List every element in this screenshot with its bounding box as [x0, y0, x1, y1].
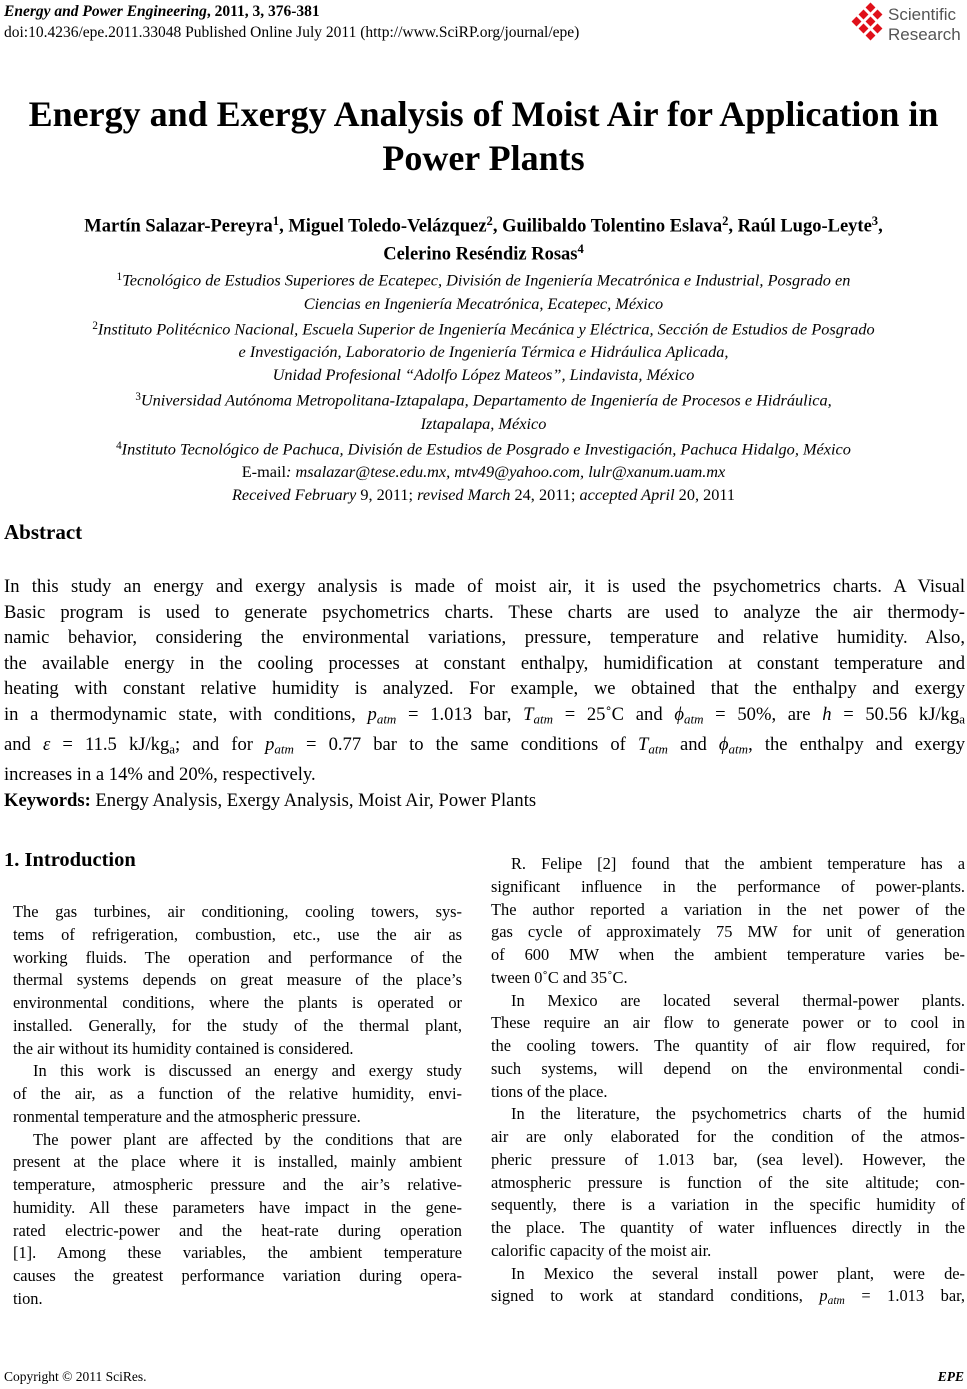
text-line: [491, 921, 965, 944]
scientific-research-logo: [848, 2, 966, 44]
text-line: [4, 625, 965, 651]
line-text: present at the place where it is installed, mainly ambient: [13, 1152, 462, 1172]
abstract-body: [4, 574, 965, 787]
text-segment: : msalazar@tese.edu.mx, mtv49@yahoo.com, lulr@xanum.uam.mx: [286, 462, 726, 482]
affiliations: [0, 266, 967, 506]
text-line: [13, 1060, 462, 1083]
line-text: of the air, as a function of the relative humidity, envi-: [13, 1084, 462, 1103]
text-line: [13, 1038, 462, 1061]
text-segment: 3: [135, 391, 141, 404]
text-segment: p: [819, 1286, 828, 1306]
text-segment: 2: [92, 319, 98, 332]
journal-issue: , 2011, 3, 376-381: [206, 3, 320, 20]
text-segment: T: [637, 733, 649, 755]
line-text: significant influence in the performance of power-plants.: [491, 876, 965, 896]
text-line: [13, 1151, 462, 1174]
text-segment: , Guilibaldo Tolentino Eslava: [492, 216, 723, 237]
keywords-text: Energy Analysis, Exergy Analysis, Moist Air, Power Plants: [90, 790, 537, 811]
text-line: [491, 967, 965, 990]
line-text: tions of the place.: [491, 1081, 608, 1101]
logo-text-2: Research: [888, 25, 961, 44]
text-segment: = 50.56 kJ/kg: [831, 703, 960, 725]
text-line: [491, 853, 965, 876]
text-segment: ; and for: [175, 733, 266, 755]
text-segment: e Investigación, Laboratorio de Ingeniería Térmica e Hidráulica Aplicada,: [238, 342, 729, 362]
text-line: [491, 899, 965, 922]
line-text: The gas turbines, air conditioning, cooling towers, sys-: [13, 902, 462, 921]
text-segment: 2: [722, 214, 729, 228]
line-text: pheric pressure of 1.013 bar, (sea level). However, the: [491, 1149, 965, 1169]
text-segment: Unidad Profesional “Adolfo López Mateos”, Lindavista, México: [272, 365, 695, 385]
line-text: the air without its humidity contained is considered.: [13, 1038, 354, 1058]
text-segment: atm: [376, 711, 397, 727]
logo-diamonds-icon: [848, 2, 966, 44]
text-segment: ϕ: [674, 703, 684, 725]
text-segment: = 11.5 kJ/kg: [50, 733, 170, 755]
text-segment: ϕ: [718, 733, 729, 755]
text-segment: = 50%, are: [703, 703, 823, 725]
text-line: [0, 210, 967, 238]
text-segment: p: [367, 703, 377, 725]
text-line: [0, 266, 967, 292]
text-line: [13, 1197, 462, 1220]
text-line: [491, 1217, 965, 1240]
text-segment: in a thermodynamic state, with conditions,: [4, 703, 368, 725]
text-line: [13, 969, 462, 992]
keywords: [4, 790, 536, 812]
line-text: The author reported a variation in the net power of the: [491, 899, 965, 919]
text-segment: = 1.013 bar,: [844, 1286, 965, 1306]
text-segment: E-mail: [241, 462, 287, 482]
text-line: [13, 1129, 462, 1152]
text-segment: 1: [116, 271, 123, 283]
text-segment: , the enthalpy and exergy: [748, 733, 965, 755]
text-segment: namic behavior, considering the environmental variations, pressure, temperature and relative humidity. Also,: [4, 627, 965, 649]
keywords-label: Keywords:: [4, 790, 91, 811]
line-text: the place. The quantity of water influences directly in the: [491, 1218, 965, 1237]
text-segment: atm: [533, 711, 553, 727]
text-line: [0, 363, 967, 386]
line-text: such systems, will depend on the environmental condi-: [491, 1058, 965, 1078]
text-line: [13, 1220, 462, 1243]
text-segment: p: [265, 733, 275, 755]
line-text: ronmental temperature and the atmospheric pressure.: [13, 1106, 361, 1126]
line-text: signed to work at standard conditions,: [491, 1286, 820, 1306]
text-segment: 1: [272, 214, 280, 228]
line-text: temperature, atmospheric pressure and the air’s relative-: [13, 1175, 462, 1194]
text-line: [0, 483, 967, 506]
line-text: atmospheric pressure is function of the site altitude; con-: [491, 1172, 965, 1192]
text-line: [491, 1240, 965, 1263]
journal-header: [4, 3, 320, 21]
text-segment: and: [667, 733, 719, 755]
text-segment: revised March: [417, 485, 515, 505]
line-text: thermal systems depends on great measure of the place’s: [13, 970, 462, 990]
line-text: In Mexico the several install power plant, were de-: [511, 1263, 965, 1283]
text-line: [0, 460, 967, 483]
text-line: [4, 732, 965, 762]
text-segment: , Miguel Toledo-Velázquez: [279, 216, 487, 237]
text-line: [13, 1015, 462, 1038]
text-segment: T: [523, 703, 534, 725]
text-line: [491, 1058, 965, 1081]
line-text: These require an air flow to generate power or to cool in: [491, 1013, 965, 1033]
line-text: humidity. All these parameters have impact in the gene-: [13, 1197, 462, 1217]
text-segment: atm: [728, 741, 749, 757]
line-text: In Mexico are located several thermal-power plants.: [511, 990, 965, 1010]
text-segment: atm: [648, 741, 668, 757]
text-line: [13, 992, 462, 1015]
text-segment: atm: [274, 741, 294, 757]
text-line: [491, 1126, 965, 1149]
text-line: [4, 762, 965, 788]
text-segment: Universidad Autónoma Metropolitana-Iztapalapa, Departamento de Ingeniería de Procesos e Hidráulica,: [140, 390, 832, 410]
text-segment: = 1.013 bar,: [396, 703, 524, 725]
line-text: In the literature, the psychometrics charts of the humid: [511, 1104, 965, 1124]
text-line: [0, 386, 967, 412]
text-segment: accepted April: [579, 485, 679, 505]
line-text: The power plant are affected by the conditions that are: [33, 1129, 462, 1149]
paper-title: [0, 92, 967, 180]
text-segment: 4: [577, 242, 584, 257]
title-line: Energy and Exergy Analysis of Moist Air for Application in: [28, 94, 939, 134]
text-segment: Martín Salazar-Pereyra: [84, 216, 273, 237]
line-text: tion.: [13, 1288, 43, 1308]
text-line: [0, 292, 967, 315]
text-line: [0, 340, 967, 363]
text-line: [4, 702, 965, 732]
text-line: [491, 990, 965, 1013]
right-column: [491, 853, 965, 1313]
text-segment: Iztapalapa, México: [420, 413, 547, 433]
logo-text-1: Scientific: [888, 5, 957, 24]
text-line: [491, 1172, 965, 1195]
text-line: [13, 901, 462, 924]
text-segment: increases in a 14% and 20%, respectively.: [4, 763, 316, 785]
text-segment: Celerino Reséndiz Rosas: [383, 244, 578, 265]
text-segment: heating with constant relative humidity is analyzed. For example, we obtained that the enthalpy and exergy: [4, 678, 965, 700]
line-text: rated electric-power and the heat-rate during operation: [13, 1220, 462, 1240]
text-segment: = 0.77 bar to the same conditions of: [293, 733, 638, 755]
line-text: tween 0˚C and 35˚C.: [491, 967, 628, 987]
text-line: [4, 651, 965, 677]
text-segment: the available energy in the cooling processes at constant enthalpy, humidification at constant temperature and: [4, 652, 965, 674]
text-line: [491, 944, 965, 967]
line-text: In this work is discussed an energy and exergy study: [33, 1061, 462, 1081]
text-line: [13, 1265, 462, 1288]
text-line: [491, 1081, 965, 1104]
text-segment: , Raúl Lugo-Leyte: [728, 216, 872, 237]
line-text: gas cycle of approximately 75 MW for unit of generation: [491, 922, 965, 942]
text-line: [491, 1285, 965, 1313]
text-line: [491, 1194, 965, 1217]
text-segment: Instituto Tecnológico de Pachuca, División de Estudios de Posgrado e Investigación, Pachuca Hidalgo, México: [121, 439, 851, 459]
line-text: [1]. Among these variables, the ambient temperature: [13, 1243, 462, 1263]
text-line: [0, 238, 967, 266]
line-text: working fluids. The operation and performance of the: [13, 947, 462, 967]
text-line: [13, 947, 462, 970]
line-text: R. Felipe [2] found that the ambient temperature has a: [511, 854, 965, 873]
text-line: [0, 315, 967, 341]
text-line: [491, 1103, 965, 1126]
line-text: causes the greatest performance variation during opera-: [13, 1266, 462, 1285]
left-column: [13, 901, 462, 1311]
line-text: sequently, there is a variation in the specific humidity of: [491, 1195, 965, 1215]
text-line: [0, 412, 967, 435]
text-line: [13, 924, 462, 947]
text-segment: 3: [871, 214, 879, 228]
line-text: tems of refrigeration, combustion, etc., use the air as: [13, 924, 462, 944]
text-segment: Instituto Politécnico Nacional, Escuela Superior de Ingeniería Mecánica y Eléctrica, Sección de Estudios de Posgrado: [97, 319, 875, 339]
text-segment: atm: [683, 711, 704, 727]
text-line: [13, 1174, 462, 1197]
text-line: [13, 1288, 462, 1311]
text-segment: ε: [42, 733, 51, 755]
text-line: [13, 1083, 462, 1106]
line-text: calorific capacity of the moist air.: [491, 1240, 712, 1260]
line-text: installed. Generally, for the study of the thermal plant,: [13, 1015, 462, 1035]
text-segment: a: [959, 711, 965, 727]
text-segment: 2: [486, 214, 493, 228]
authors: [0, 210, 967, 267]
line-text: of 600 MW when the ambient temperature varies be-: [491, 945, 965, 964]
title-line: Power Plants: [382, 138, 585, 178]
journal-name: Energy and Power Engineering: [4, 3, 207, 20]
text-line: [13, 1106, 462, 1129]
line-text: the cooling towers. The quantity of air flow required, for: [491, 1036, 965, 1055]
text-line: [491, 1012, 965, 1035]
text-segment: and: [4, 733, 43, 755]
line-text: environmental conditions, where the plants is operated or: [13, 993, 462, 1012]
text-segment: 9, 2011;: [360, 485, 418, 505]
text-line: [4, 676, 965, 702]
text-segment: 20, 2011: [678, 485, 736, 505]
text-segment: Received February: [231, 485, 361, 505]
doi-line: doi:10.4236/epe.2011.33048 Published Online July 2011 (http://www.SciRP.org/journal/epe): [4, 24, 580, 41]
copyright: Copyright © 2011 SciRes.: [4, 1369, 147, 1384]
text-segment: ,: [878, 216, 883, 237]
text-segment: In this study an energy and exergy analysis is made of moist air, it is used the psychometrics charts. A Visual: [4, 576, 965, 597]
text-line: [13, 1242, 462, 1265]
section-heading-introduction: 1. Introduction: [4, 849, 136, 871]
text-line: [0, 435, 967, 461]
text-line: [491, 1035, 965, 1058]
text-segment: Tecnológico de Estudios Superiores de Ecatepec, División de Ingeniería Mecatrónica e Industrial, Posgrado en: [122, 270, 851, 290]
text-segment: atm: [827, 1295, 845, 1308]
text-segment: 24, 2011;: [514, 485, 580, 505]
line-text: air are only elaborated for the condition of the atmos-: [491, 1127, 965, 1146]
text-line: [491, 876, 965, 899]
text-line: [4, 600, 965, 626]
text-segment: h: [822, 703, 832, 725]
text-line: [491, 1149, 965, 1172]
text-line: [491, 1263, 965, 1286]
text-segment: 4: [116, 439, 122, 452]
text-segment: Ciencias en Ingeniería Mecatrónica, Ecatepec, México: [303, 293, 664, 313]
text-segment: a: [169, 741, 176, 757]
text-segment: = 25˚C and: [553, 703, 675, 725]
journal-abbreviation: EPE: [937, 1369, 964, 1384]
text-line: [4, 574, 965, 600]
abstract-heading: Abstract: [4, 520, 83, 544]
text-segment: Basic program is used to generate psychometrics charts. These charts are used to analyze the air thermody-: [4, 601, 965, 623]
